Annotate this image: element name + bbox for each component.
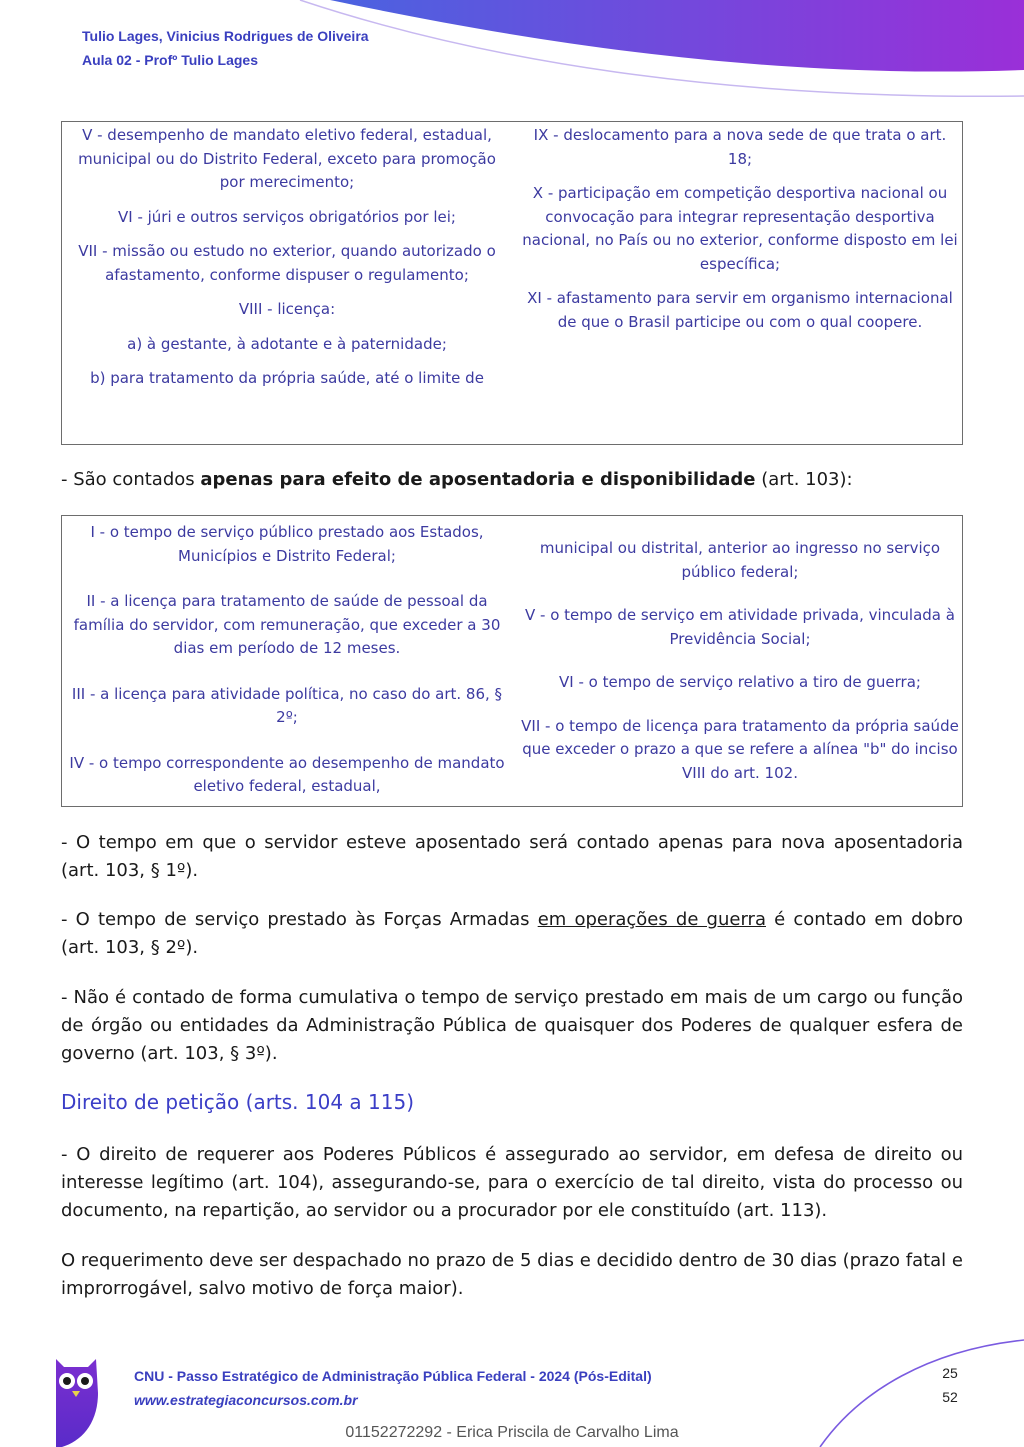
box1-item: a) à gestante, à adotante e à paternidade; — [127, 334, 447, 353]
box2-item: III - a licença para atividade política, no caso do art. 86, § 2º; — [71, 684, 503, 726]
box2-left-column — [68, 516, 506, 810]
section-title: Direito de petição (arts. 104 a 115) — [61, 1090, 415, 1114]
page-number: 25 — [942, 1365, 958, 1381]
box1-item: VI - júri e outros serviços obrigatórios por lei; — [118, 207, 456, 226]
box2-item: V - o tempo de serviço em atividade privada, vinculada à Previdência Social; — [525, 606, 955, 648]
box2-right-column — [520, 516, 960, 796]
underlined-text: em operações de guerra — [537, 909, 766, 930]
box1-left-column — [68, 122, 506, 402]
box1-item: IX - deslocamento para a nova sede de que trata o art. 18; — [533, 126, 947, 168]
footer-site-link[interactable]: www.estrategiaconcursos.com.br — [134, 1392, 358, 1408]
box2-item: IV - o tempo correspondente ao desempenho de mandato eletivo federal, estadual, — [69, 753, 505, 795]
box1-item: VIII - licença: — [238, 300, 336, 318]
box2-item: municipal ou distrital, anterior ao ingresso no serviço público federal; — [539, 539, 941, 581]
header — [82, 27, 369, 75]
box2-item: VII - o tempo de licença para tratamento da própria saúde que exceder o prazo a que se refere a alínea "b" do inciso VIII do art. 102. — [521, 716, 959, 782]
paragraph-aposentado: - O tempo em que o servidor esteve aposentado será contado apenas para nova aposentadoria (art. 103, § 1º). — [61, 832, 963, 881]
paragraph-direito-peticao: - O direito de requerer aos Poderes Públicos é assegurado ao servidor, em defesa de direito ou interesse legítimo (art. 104), assegurando-se, para o exercício de tal direito, vista do processo ou documento, na repartição, ao servidor ou a procurador por ele constituído (art. 113). — [61, 1144, 963, 1221]
paragraph-requerimento: O requerimento deve ser despachado no prazo de 5 dias e decidido dentro de 30 dias (prazo fatal e improrrogável, salvo motivo de força maior). — [61, 1250, 963, 1299]
box1-item: VII - missão ou estudo no exterior, quando autorizado o afastamento, conforme dispuser o regulamento; — [78, 242, 496, 284]
box2-item: I - o tempo de serviço público prestado aos Estados, Municípios e Distrito Federal; — [90, 523, 484, 565]
box1-item: X - participação em competição desportiva nacional ou convocação para integrar representação desportiva nacional, no País ou no exterior, conforme disposto em lei específica; — [522, 184, 958, 273]
legal-text-box-2 — [61, 515, 963, 807]
box2-item: II - a licença para tratamento de saúde de pessoal da família do servidor, com remuneração, que exceder a 30 dias em período de 12 meses. — [73, 592, 501, 657]
header-authors: Tulio Lages, Vinicius Rodrigues de Oliveira — [82, 28, 369, 44]
paragraph-aposentadoria: - São contados apenas para efeito de aposentadoria e disponibilidade (art. 103): — [61, 469, 853, 490]
emphasis-text: apenas para efeito de aposentadoria e disponibilidade — [200, 469, 756, 490]
box2-item: VI - o tempo de serviço relativo a tiro de guerra; — [559, 673, 921, 691]
footer-course-title: CNU - Passo Estratégico de Administração Pública Federal - 2024 (Pós-Edital) — [134, 1368, 652, 1384]
header-lesson: Aula 02 - Profº Tulio Lages — [82, 52, 258, 68]
box1-item: V - desempenho de mandato eletivo federal, estadual, municipal ou do Distrito Federal, exceto para promoção por merecimento; — [78, 126, 496, 191]
paragraph-forcas-armadas: - O tempo de serviço prestado às Forças Armadas em operações de guerra é contado em dobro (art. 103, § 2º). — [61, 909, 963, 958]
page-total: 52 — [942, 1389, 958, 1405]
box1-item: b) para tratamento da própria saúde, até o limite de — [90, 369, 484, 387]
footer-watermark: 01152272292 - Erica Priscila de Carvalho Lima — [345, 1424, 679, 1441]
paragraph-cumulativa: - Não é contado de forma cumulativa o tempo de serviço prestado em mais de um cargo ou função de órgão ou entidades da Administração Pública de quaisquer dos Poderes de qualquer esfera de governo (art. 103, § 3º). — [61, 987, 963, 1064]
box1-right-column — [520, 122, 960, 345]
legal-text-box-1 — [61, 121, 963, 445]
box1-item: XI - afastamento para servir em organismo internacional de que o Brasil participe ou com o qual coopere. — [527, 289, 953, 331]
